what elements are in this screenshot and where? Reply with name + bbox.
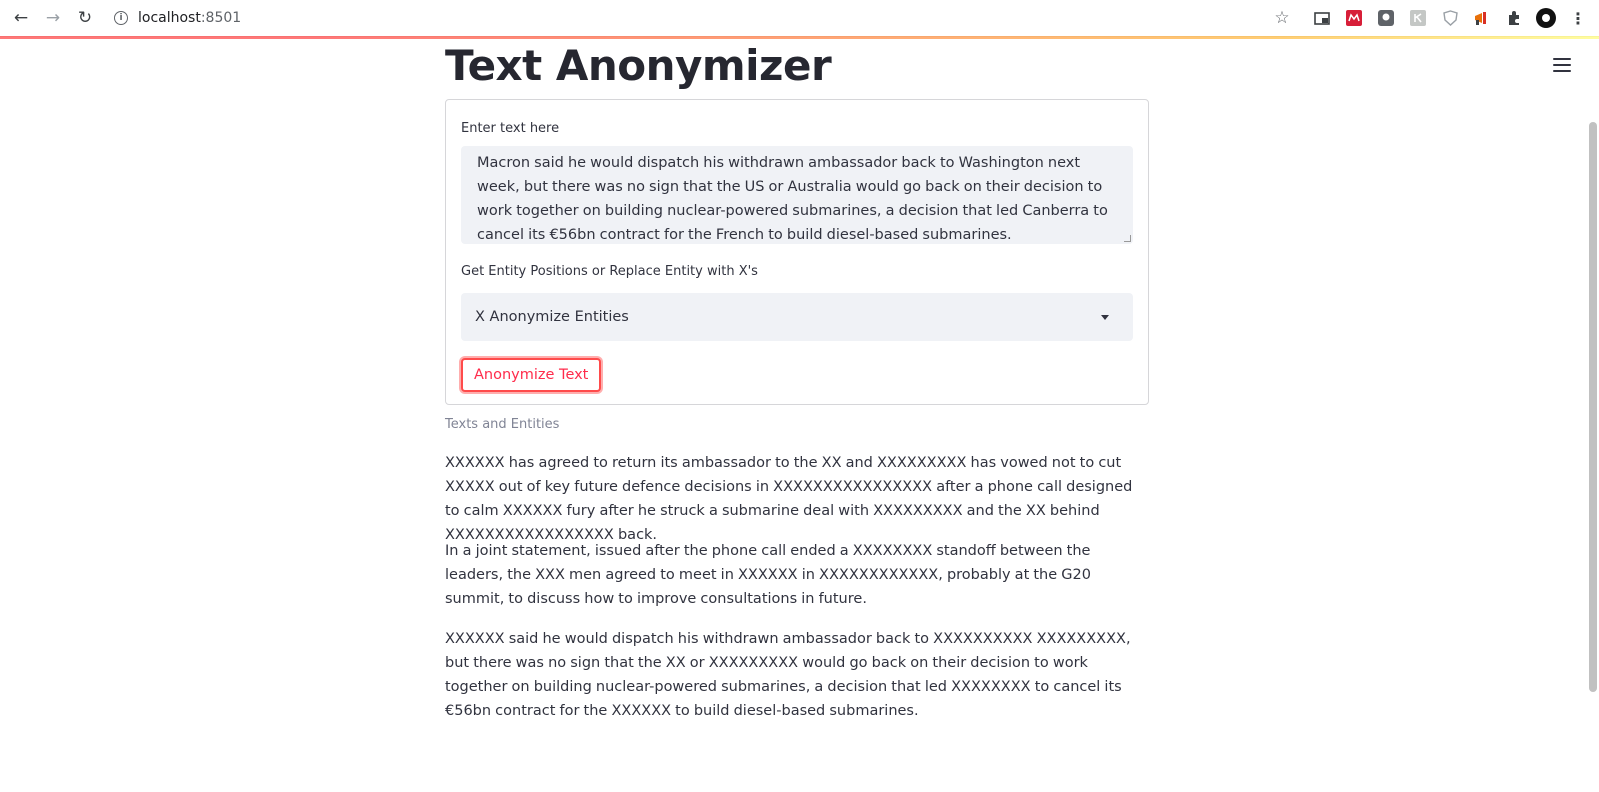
page-scrollbar[interactable]: [1585, 40, 1599, 792]
result-paragraph: XXXXXX said he would dispatch his withdrawn ambassador back to XXXXXXXXXX XXXXXXXXX, but there was no sign that the XX or XXXXXXXXX would go back on their decision to work together on building nuclear-powered submarines, a decision that led XXXXXXXX to cancel its €56bn contract for the XXXXXX to build diesel-based submarines.: [445, 631, 1131, 719]
results-caption: Texts and Entities: [445, 417, 560, 432]
app-menu-icon[interactable]: [1553, 58, 1571, 72]
resize-grip-icon[interactable]: [1124, 235, 1131, 242]
address-bar[interactable]: [114, 6, 241, 30]
browser-menu-icon[interactable]: ⋮: [1570, 8, 1586, 28]
status-decoration-bar: [0, 36, 1599, 39]
shield-icon[interactable]: [1440, 8, 1460, 28]
page-title: Text Anonymizer: [445, 41, 832, 90]
mode-select-value: X Anonymize Entities: [475, 309, 629, 325]
forward-icon[interactable]: →: [45, 8, 61, 28]
anonymize-form: [445, 99, 1149, 405]
mode-select[interactable]: [461, 293, 1133, 341]
back-icon[interactable]: ←: [13, 8, 29, 28]
mendeley-icon[interactable]: [1344, 8, 1364, 28]
scrollbar-thumb[interactable]: [1589, 122, 1597, 692]
cast-icon[interactable]: [1312, 8, 1332, 28]
browser-toolbar: [0, 0, 1599, 37]
reload-icon[interactable]: ↻: [77, 8, 93, 28]
url-port: :8501: [200, 10, 242, 26]
account-icon[interactable]: [1536, 8, 1556, 28]
text-input-label: Enter text here: [461, 121, 560, 136]
info-icon[interactable]: i: [114, 11, 128, 25]
puzzle-icon[interactable]: [1504, 8, 1524, 28]
tool-icon[interactable]: [1408, 8, 1428, 28]
url-host: localhost: [138, 10, 201, 26]
bookmark-star-icon[interactable]: ☆: [1274, 8, 1290, 28]
profile-extension-icon[interactable]: [1376, 8, 1396, 28]
url-text: [138, 10, 241, 26]
result-paragraph: XXXXXX has agreed to return its ambassador to the XX and XXXXXXXXX has vowed not to cut XXXXX out of key future defence decisions in XXXXXXXXXXXXXXXX after a phone call designed to calm XXXXXX fury after he struck a submarine deal with XXXXXXXXX and the XX behind XXXXXXXXXXXXXXXXX back.: [445, 455, 1133, 543]
chevron-down-icon: [1101, 315, 1109, 320]
text-input[interactable]: [461, 146, 1133, 244]
text-input-value: Macron said he would dispatch his withdrawn ambassador back to Washington next week, but there was no sign that the US or Australia would go back on their decision to work together on building nuclear-powered submarines, a decision that led Canberra to cancel its €56bn contract for the French to build diesel-based submarines.: [477, 155, 1108, 243]
anonymize-button[interactable]: Anonymize Text: [461, 358, 601, 392]
result-paragraph: In a joint statement, issued after the phone call ended a XXXXXXXX standoff between the leaders, the XXX men agreed to meet in XXXXXX in XXXXXXXXXXXX, probably at the G20 summit, to discuss how to improve consultations in future.: [445, 543, 1091, 607]
mode-select-label: Get Entity Positions or Replace Entity with X's: [461, 264, 758, 279]
megaphone-icon[interactable]: [1472, 8, 1492, 28]
